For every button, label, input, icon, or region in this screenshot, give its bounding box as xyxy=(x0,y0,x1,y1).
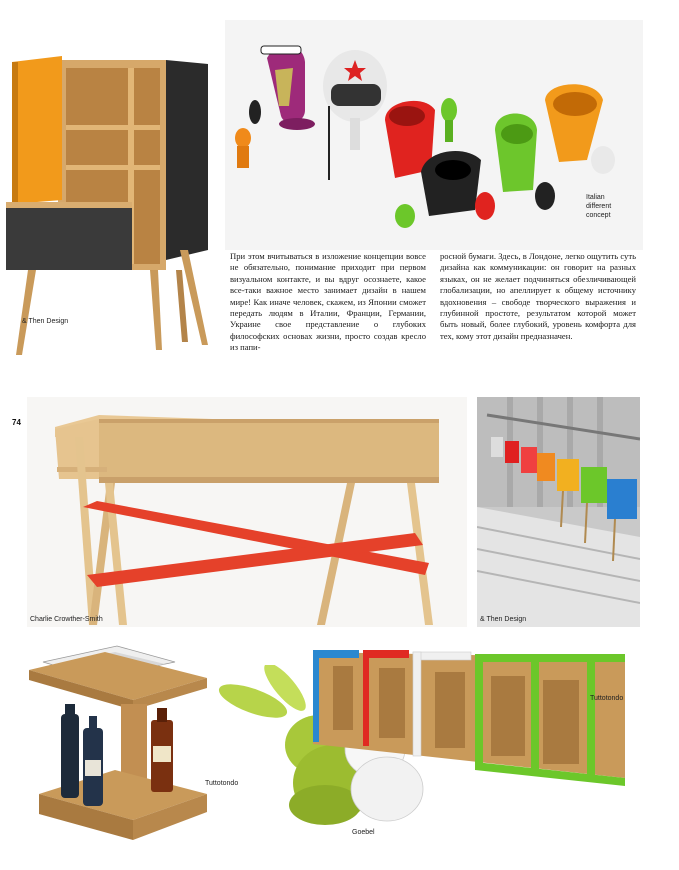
body-text-column-1: При этом вчитываться в изложение концепции вовсе не обязательно, понимание приходит при первом визуальном контакте, и вы вдруг осознаете, какое все-таки важное место занимает дизайн в нашем мире! Как иначе человек, скажем, из Японии сможет передать людям в Италии, Франции, Германии, Украине свое представление о глубоких философских основах жизни, просто создав кресло из папи- xyxy=(230,251,426,353)
caption-shelf: Tuttotondo xyxy=(590,695,624,702)
caption-hooks-line1: Italian xyxy=(586,194,605,201)
stairs-shelves-photo xyxy=(477,397,640,627)
caption-hooks-line2: different xyxy=(586,203,612,210)
caption-stairs: & Then Design xyxy=(480,616,527,623)
caption-desk: Charlie Crowther-Smith xyxy=(30,616,103,623)
page-number: 74 xyxy=(12,418,21,427)
body-text-column-2: росной бумаги. Здесь, в Лондоне, легко ощутить суть дизайна как коммуникации: он говорит на разных языках, он не желает подчиняться обезличивающей глобализации, но апеллирует к общему источнику вдохновения – свободе творческого выражения и глубинной простоте, результатом которой может быть новый, более глубокий, уровень комфорта для тех, кому этот дизайн предназначен. xyxy=(440,251,636,341)
wall-hooks-photo xyxy=(225,20,643,250)
desk-photo xyxy=(27,397,467,627)
caption-cabinet: & Then Design xyxy=(22,318,69,325)
cabinet-photo xyxy=(0,50,225,360)
caption-hooks xyxy=(586,193,611,220)
caption-hooks-line3: concept xyxy=(586,212,611,219)
side-table-photo xyxy=(25,644,215,844)
bookshelf-photo xyxy=(305,648,635,798)
caption-rabbits: Goebel xyxy=(352,829,375,836)
caption-side-table: Tuttotondo xyxy=(205,780,239,787)
